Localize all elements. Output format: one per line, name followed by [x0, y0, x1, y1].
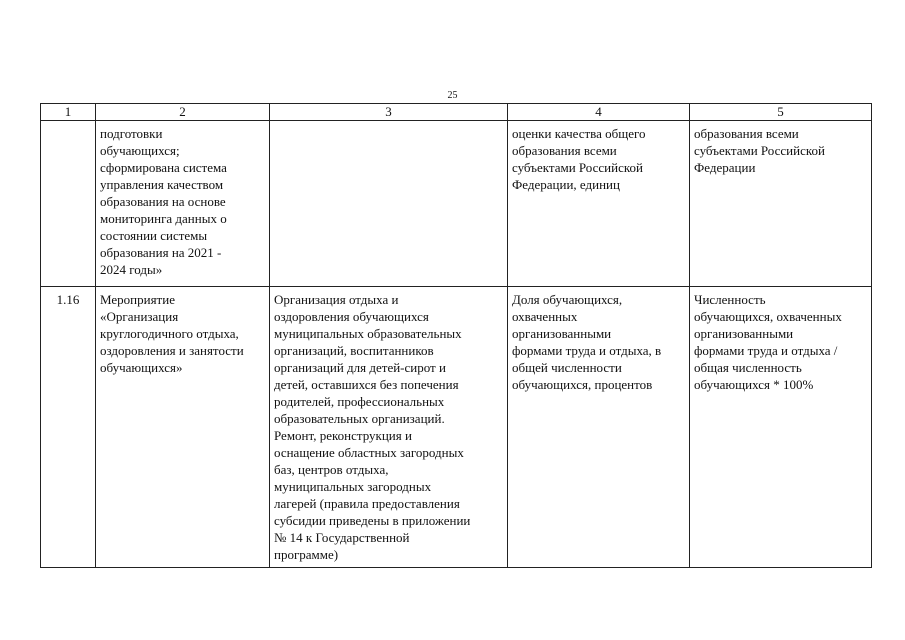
measure-name-cell: подготовки обучающихся; сформирована система управления качеством образования на основе мониторинга данных о состоянии системы образования на 2021 - 2024 годы»	[96, 121, 270, 287]
table-header-row	[41, 104, 872, 121]
measure-description-cell: Организация отдыха и оздоровления обучающихся муниципальных образовательных организаций, воспитанников организаций для детей-сирот и детей, оставшихся без попечения родителей, профессиональных образовательных организаций. Ремонт, реконструкция и оснащение областных загородных баз, центров отдыха, муниципальных загородных лагерей (правила предоставления субсидии приведены в приложении № 14 к Государственной программе)	[270, 287, 508, 568]
indicator-cell: Доля обучающихся, охваченных организованными формами труда и отдыха, в общей численности обучающихся, процентов	[508, 287, 690, 568]
indicator-cell: оценки качества общего образования всеми субъектами Российской Федерации, единиц	[508, 121, 690, 287]
program-measures-table	[40, 103, 872, 568]
formula-cell: образования всеми субъектами Российской Федерации	[690, 121, 872, 287]
column-header-1: 1	[41, 104, 96, 121]
table-row	[41, 121, 872, 287]
column-header-2: 2	[96, 104, 270, 121]
measure-description-cell	[270, 121, 508, 287]
formula-cell: Численность обучающихся, охваченных организованными формами труда и отдыха / общая численность обучающихся * 100%	[690, 287, 872, 568]
row-number-cell: 1.16	[41, 287, 96, 568]
page-number: 25	[447, 90, 458, 101]
column-header-3: 3	[270, 104, 508, 121]
row-number-cell	[41, 121, 96, 287]
column-header-4: 4	[508, 104, 690, 121]
table-row	[41, 287, 872, 568]
measure-name-cell: Мероприятие «Организация круглогодичного отдыха, оздоровления и занятости обучающихся»	[96, 287, 270, 568]
column-header-5: 5	[690, 104, 872, 121]
